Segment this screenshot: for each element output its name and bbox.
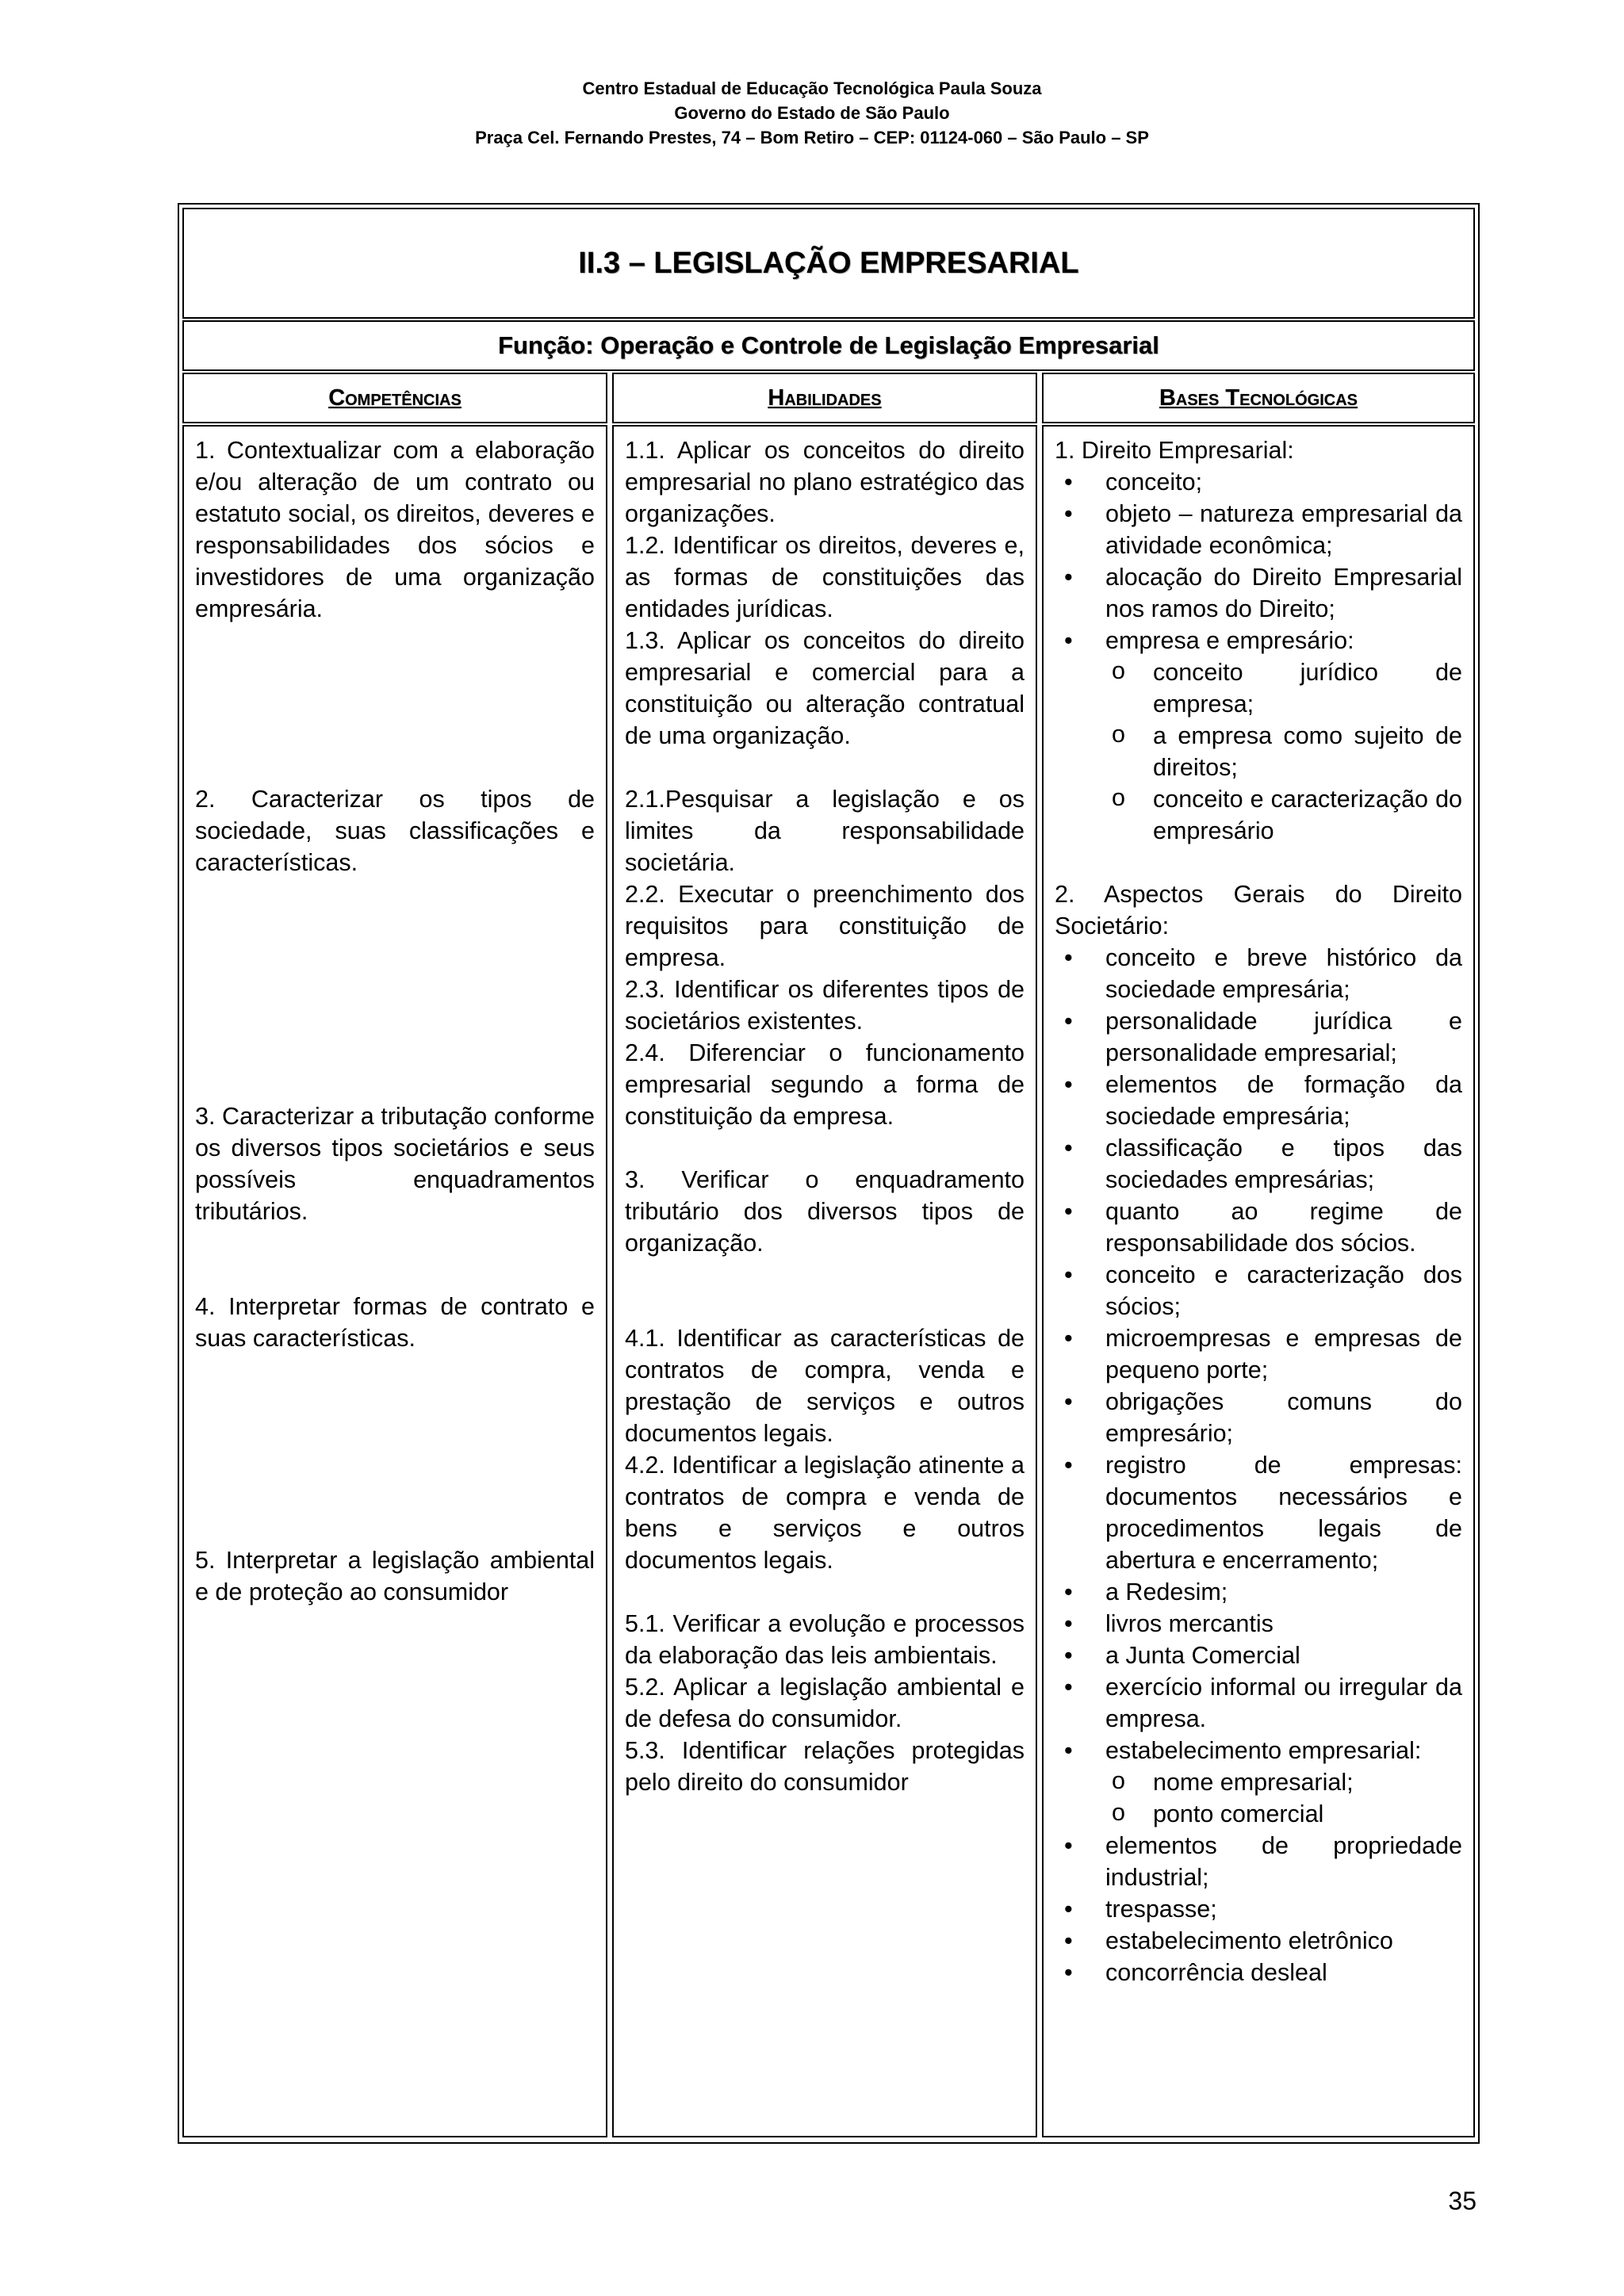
list-item: • empresa e empresário: — [1055, 625, 1462, 656]
bullet-icon: • — [1064, 1578, 1073, 1605]
competencias-column — [182, 425, 607, 2137]
curriculum-table — [178, 203, 1480, 2144]
bases-section-2-list — [1055, 942, 1462, 1766]
sublist-item: o a empresa como sujeito de direitos; — [1055, 720, 1462, 783]
circle-bullet-icon: o — [1112, 721, 1125, 748]
habilidade-item: 5.1. Verificar a evolução e processos da elaboração das leis ambientais. — [625, 1610, 1025, 1669]
habilidade-item: 3. Verificar o enquadramento tributário dos diversos tipos de organização. — [625, 1166, 1025, 1257]
competencia-item: 2. Caracterizar os tipos de sociedade, suas classificações e características. — [195, 786, 595, 876]
column-header-bases: Bases Tecnológicas — [1042, 373, 1475, 423]
header-address: Praça Cel. Fernando Prestes, 74 – Bom Retiro – CEP: 01124-060 – São Paulo – SP — [475, 128, 1149, 147]
list-item: • quanto ao regime de responsabilidade dos sócios. — [1055, 1196, 1462, 1259]
bases-section-title: 2. Aspectos Gerais do Direito Societário: — [1055, 881, 1462, 939]
habilidade-item: 4.1. Identificar as características de contratos de compra, venda e prestação de serviços e outros documentos legais. — [625, 1325, 1025, 1447]
sublist-item: o conceito jurídico de empresa; — [1055, 656, 1462, 720]
bullet-icon: • — [1064, 1832, 1073, 1859]
bullet-icon: • — [1064, 1610, 1073, 1637]
column-header-habilidades: Habilidades — [612, 373, 1037, 423]
list-item: • exercício informal ou irregular da empresa. — [1055, 1671, 1462, 1735]
bullet-icon: • — [1064, 1674, 1073, 1701]
competencia-item: 5. Interpretar a legislação ambiental e de proteção ao consumidor — [195, 1547, 595, 1605]
circle-bullet-icon: o — [1112, 1767, 1125, 1794]
bullet-icon: • — [1064, 1198, 1073, 1225]
habilidade-item: 1.2. Identificar os direitos, deveres e, as formas de constituições das entidades jurídicas. — [625, 532, 1025, 622]
list-item: • a Redesim; — [1055, 1576, 1462, 1608]
habilidades-column — [612, 425, 1037, 2137]
competencia-item: 3. Caracterizar a tributação conforme os diversos tipos societários e seus possíveis enquadramentos tributários. — [195, 1103, 595, 1225]
bullet-icon: • — [1064, 1071, 1073, 1098]
bullet-icon: • — [1064, 1642, 1073, 1669]
list-item: • classificação e tipos das sociedades empresárias; — [1055, 1132, 1462, 1196]
habilidade-item: 2.1.Pesquisar a legislação e os limites da responsabilidade societária. — [625, 786, 1025, 876]
list-item: • alocação do Direito Empresarial nos ramos do Direito; — [1055, 561, 1462, 625]
bullet-icon: • — [1064, 627, 1073, 654]
list-item: • microempresas e empresas de pequeno porte; — [1055, 1322, 1462, 1386]
table-title: II.3 – LEGISLAÇÃO EMPRESARIAL — [182, 208, 1475, 319]
list-item: • elementos de propriedade industrial; — [1055, 1830, 1462, 1893]
bullet-icon: • — [1064, 500, 1073, 527]
bullet-icon: • — [1064, 1008, 1073, 1035]
sublist-item: o nome empresarial; — [1055, 1766, 1462, 1798]
sublist-item: o ponto comercial — [1055, 1798, 1462, 1830]
list-item: • trespasse; — [1055, 1893, 1462, 1925]
list-item: • obrigações comuns do empresário; — [1055, 1386, 1462, 1449]
list-item: • concorrência desleal — [1055, 1957, 1462, 1988]
bases-section-title: 1. Direito Empresarial: — [1055, 437, 1294, 464]
list-item: • conceito; — [1055, 466, 1462, 498]
circle-bullet-icon: o — [1112, 1799, 1125, 1826]
habilidade-item: 1.1. Aplicar os conceitos do direito empresarial no plano estratégico das organizações. — [625, 437, 1025, 527]
competencia-item: 4. Interpretar formas de contrato e suas características. — [195, 1293, 595, 1352]
list-item: • a Junta Comercial — [1055, 1640, 1462, 1671]
bullet-icon: • — [1064, 1452, 1073, 1479]
circle-bullet-icon: o — [1112, 784, 1125, 811]
list-item: • livros mercantis — [1055, 1608, 1462, 1640]
list-item: • elementos de formação da sociedade empresária; — [1055, 1069, 1462, 1132]
bullet-icon: • — [1064, 1388, 1073, 1415]
bullet-icon: • — [1064, 1135, 1073, 1161]
bases-column — [1042, 425, 1475, 2137]
bullet-icon: • — [1064, 1325, 1073, 1352]
list-item: • personalidade jurídica e personalidade empresarial; — [1055, 1005, 1462, 1069]
bases-section-1-sublist — [1055, 656, 1462, 847]
column-header-competencias: Competências — [182, 373, 607, 423]
habilidade-item: 5.3. Identificar relações protegidas pelo direito do consumidor — [625, 1737, 1025, 1796]
bases-section-1-list — [1055, 466, 1462, 656]
bullet-icon: • — [1064, 944, 1073, 971]
habilidade-item: 2.4. Diferenciar o funcionamento empresarial segundo a forma de constituição da empresa. — [625, 1039, 1025, 1130]
bullet-icon: • — [1064, 564, 1073, 591]
habilidade-item: 5.2. Aplicar a legislação ambiental e de defesa do consumidor. — [625, 1674, 1025, 1732]
bullet-icon: • — [1064, 1896, 1073, 1923]
sublist-item: o conceito e caracterização do empresário — [1055, 783, 1462, 847]
bullet-icon: • — [1064, 1959, 1073, 1986]
document-header — [0, 76, 1624, 150]
bullet-icon: • — [1064, 1261, 1073, 1288]
bullet-icon: • — [1064, 469, 1073, 496]
function-row: Função: Operação e Controle de Legislação Empresarial — [182, 320, 1475, 371]
habilidade-item: 2.2. Executar o preenchimento dos requisitos para constituição de empresa. — [625, 881, 1025, 971]
competencia-item: 1. Contextualizar com a elaboração e/ou alteração de um contrato ou estatuto social, os direitos, deveres e responsabilidades dos sócios e investidores de uma organização empresária. — [195, 437, 595, 622]
list-item: • estabelecimento empresarial: — [1055, 1735, 1462, 1766]
list-item: • conceito e breve histórico da sociedade empresária; — [1055, 942, 1462, 1005]
list-item: • estabelecimento eletrônico — [1055, 1925, 1462, 1957]
header-institution: Centro Estadual de Educação Tecnológica Paula Souza — [582, 78, 1042, 98]
bullet-icon: • — [1064, 1927, 1073, 1954]
bullet-icon: • — [1064, 1737, 1073, 1764]
circle-bullet-icon: o — [1112, 657, 1125, 684]
page-number: 35 — [1448, 2187, 1477, 2215]
habilidade-item: 4.2. Identificar a legislação atinente a contratos de compra e venda de bens e serviços e outros documentos legais. — [625, 1452, 1025, 1574]
habilidade-item: 1.3. Aplicar os conceitos do direito empresarial e comercial para a constituição ou alteração contratual de uma organização. — [625, 627, 1025, 749]
list-item: • registro de empresas: documentos necessários e procedimentos legais de abertura e encerramento; — [1055, 1449, 1462, 1576]
header-government: Governo do Estado de São Paulo — [674, 103, 950, 123]
bases-section-2-list-continued — [1055, 1830, 1462, 1988]
habilidade-item: 2.3. Identificar os diferentes tipos de societários existentes. — [625, 976, 1025, 1035]
bases-section-2-sublist — [1055, 1766, 1462, 1830]
list-item: • conceito e caracterização dos sócios; — [1055, 1259, 1462, 1322]
list-item: • objeto – natureza empresarial da atividade econômica; — [1055, 498, 1462, 561]
